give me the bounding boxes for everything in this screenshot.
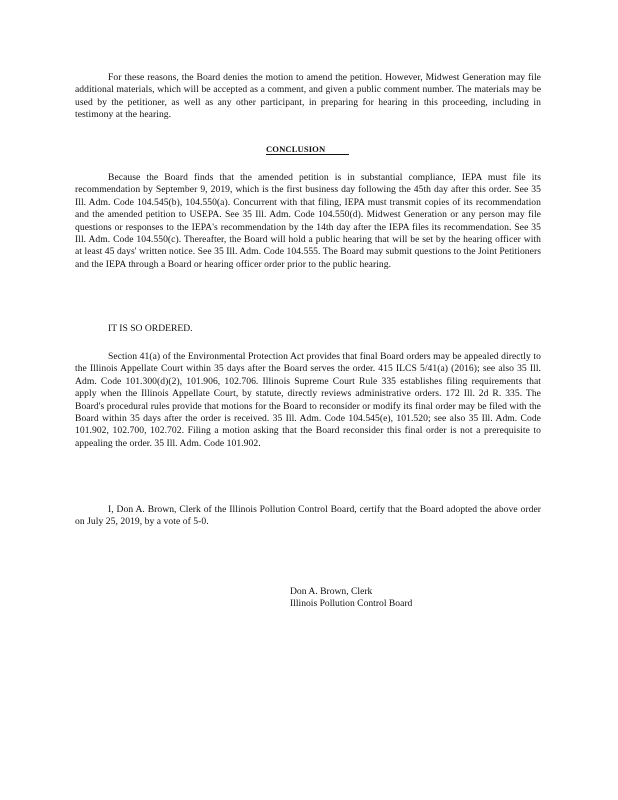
paragraph-appeal-rights: Section 41(a) of the Environmental Protection Act provides that final Board orders may be appealed directly to the Illinois Appellate Court within 35 days after the Board serves the order. 415 ILCS 5/41(a) (2016); see also 35 Ill. Adm. Code 101.300(d)(2), 101.906, 102.706. Illinois Supreme Court Rule 335 establishes filing requirements that apply when the Illinois Appellate Court, by statute, directly reviews administrative orders. 172 Ill. 2d R. 335. The Board's procedural rules provide that motions for the Board to reconsider or modify its final order may be filed with the Board within 35 days after the order is received. 35 Ill. Adm. Code 104.545(e), 101.520; see also 35 Ill. Adm. Code 101.902, 102.700, 102.702. Filing a motion asking that the Board reconsider this final order is not a prerequisite to appealing the order. 35 Ill. Adm. Code 101.902. <box>75 351 541 449</box>
signature-organization: Illinois Pollution Control Board <box>290 598 413 609</box>
paragraph-certification: I, Don A. Brown, Clerk of the Illinois Pollution Control Board, certify that the Board adopted the above order on July 25, 2019, by a vote of 5-0. <box>75 504 541 528</box>
heading-underline <box>266 154 349 155</box>
signature-name: Don A. Brown, Clerk <box>290 586 373 597</box>
so-ordered-statement: IT IS SO ORDERED. <box>108 323 193 334</box>
paragraph-conclusion: Because the Board finds that the amended petition is in substantial compliance, IEPA must file its recommendation by September 9, 2019, which is the first business day following the 45th day after this order. See 35 Ill. Adm. Code 104.545(b), 104.550(a). Concurrent with that filing, IEPA must transmit copies of its recommendation and the amended petition to USEPA. See 35 Ill. Adm. Code 104.550(d). Midwest Generation or any person may file questions or responses to the IEPA's recommendation by the 14th day after the IEPA files its recommendation. See 35 Ill. Adm. Code 104.550(c). Thereafter, the Board will hold a public hearing that will be set by the hearing officer with at least 45 days' written notice. See 35 Ill. Adm. Code 104.555. The Board may submit questions to the Joint Petitioners and the IEPA through a Board or hearing officer order prior to the public hearing. <box>75 172 541 270</box>
conclusion-heading: CONCLUSION <box>266 144 326 154</box>
paragraph-reasons: For these reasons, the Board denies the motion to amend the petition. However, Midwest Generation may file additional materials, which will be accepted as a comment, and given a public comment number. The materials may be used by the petitioner, as well as any other participant, in preparing for hearing in this proceeding, including in testimony at the hearing. <box>75 72 541 121</box>
